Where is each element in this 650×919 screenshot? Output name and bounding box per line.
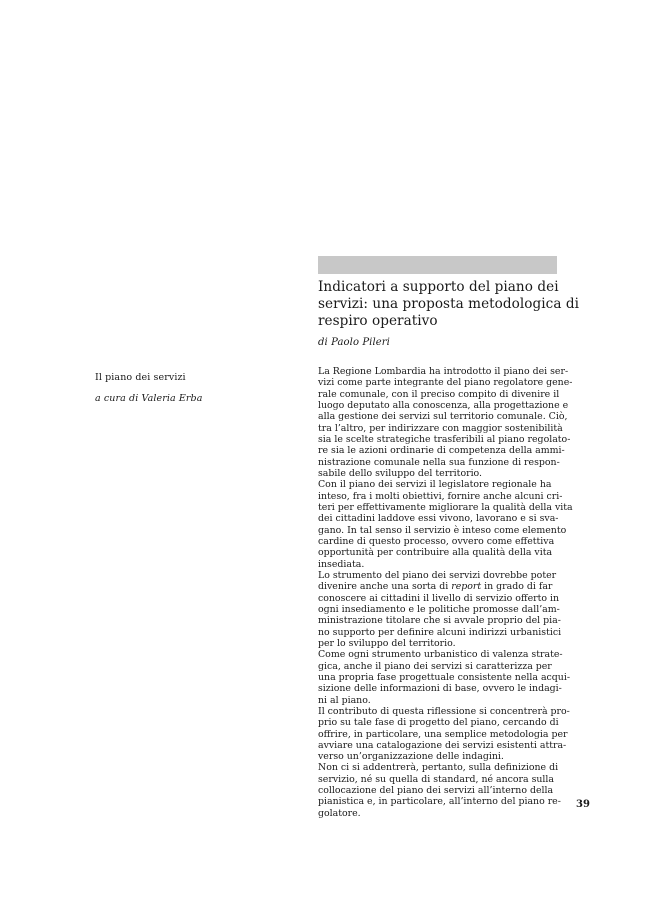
body-line: verso un’organizzazione delle indagini.: [318, 751, 504, 763]
body-line: ni al piano.: [318, 694, 371, 706]
title-line: Indicatori a supporto del piano dei: [318, 279, 559, 295]
body-line: alla gestione dei servizi sul territorio comunale. Ciò,: [318, 411, 568, 423]
section-curator: a cura di Valeria Erba: [95, 393, 203, 404]
body-line: sia le scelte strategiche trasferibili al piano regolato-: [318, 433, 571, 445]
title-bar: [318, 256, 557, 274]
body-line: luogo deputato alla conoscenza, alla progettazione e: [318, 399, 569, 411]
body-line: gano. In tal senso il servizio è inteso come elemento: [318, 524, 567, 536]
article-author: di Paolo Pileri: [318, 337, 390, 348]
article-title: [318, 279, 580, 330]
body-line: Con il piano dei servizi il legislatore regionale ha: [318, 479, 552, 491]
body-line: teri per effettivamente migliorare la qualità della vita: [318, 501, 573, 513]
body-line: pianistica e, in particolare, all’interno del piano re-: [318, 796, 561, 808]
body-line: per lo sviluppo del territorio.: [318, 637, 456, 649]
body-line: cardine di questo processo, ovvero come effettiva: [318, 535, 555, 547]
title-line: respiro operativo: [318, 313, 438, 329]
body-line: dei cittadini laddove essi vivono, lavorano e si sva-: [318, 513, 559, 525]
body-line: servizio, né su quella di standard, né ancora sulla: [318, 773, 555, 785]
body-line: Lo strumento del piano dei servizi dovrebbe poter: [318, 569, 557, 581]
body-line: no supporto per definire alcuni indirizzi urbanistici: [318, 626, 562, 638]
body-line: insediata.: [318, 558, 365, 570]
body-line: Come ogni strumento urbanistico di valenza strate-: [318, 649, 563, 661]
body-line: nistrazione comunale nella sua funzione di respon-: [318, 456, 560, 468]
body-line: divenire anche una sorta di report in grado di far: [318, 581, 553, 593]
title-line: servizi: una proposta metodologica di: [318, 296, 580, 312]
emphasis: report: [451, 581, 482, 593]
body-line: conoscere ai cittadini il livello di servizio offerto in: [318, 592, 560, 604]
body-line: tra l’altro, per indirizzare con maggior sostenibilità: [318, 422, 563, 434]
body-line: ogni insediamento e le politiche promosse dall’am-: [318, 603, 560, 615]
body-line: rale comunale, con il preciso compito di divenire il: [318, 388, 560, 400]
body-line: gica, anche il piano dei servizi si caratterizza per: [318, 660, 552, 672]
body-line: ministrazione titolare che si avvale proprio del pia-: [318, 615, 561, 627]
body-line: sabile dello sviluppo del territorio.: [318, 467, 483, 479]
body-line: collocazione del piano dei servizi all’interno della: [318, 785, 554, 797]
body-line: Non ci si addentrerà, pertanto, sulla definizione di: [318, 762, 559, 774]
body-line: avviare una catalogazione dei servizi esistenti attra-: [318, 739, 567, 751]
body-line: offrire, in particolare, una semplice metodologia per: [318, 728, 568, 740]
body-line: golatore.: [318, 807, 361, 819]
page-number: 39: [576, 799, 590, 810]
section-heading: Il piano dei servizi: [95, 372, 186, 383]
body-line: prio su tale fase di progetto del piano, cercando di: [318, 717, 559, 729]
body-line: una propria fase progettuale consistente nella acqui-: [318, 671, 570, 683]
body-line: sizione delle informazioni di base, ovvero le indagi-: [318, 683, 562, 695]
body-line: vizi come parte integrante del piano regolatore gene-: [318, 377, 573, 389]
body-line: La Regione Lombardia ha introdotto il piano dei ser-: [318, 366, 569, 377]
body-line: re sia le azioni ordinarie di competenza della ammi-: [318, 445, 565, 457]
body-line: inteso, fra i molti obiettivi, fornire anche alcuni cri-: [318, 490, 563, 502]
body-line: opportunità per contribuire alla qualità della vita: [318, 547, 553, 559]
body-line: Il contributo di questa riflessione si concentrerà pro-: [318, 705, 570, 717]
article-body: [318, 366, 573, 819]
